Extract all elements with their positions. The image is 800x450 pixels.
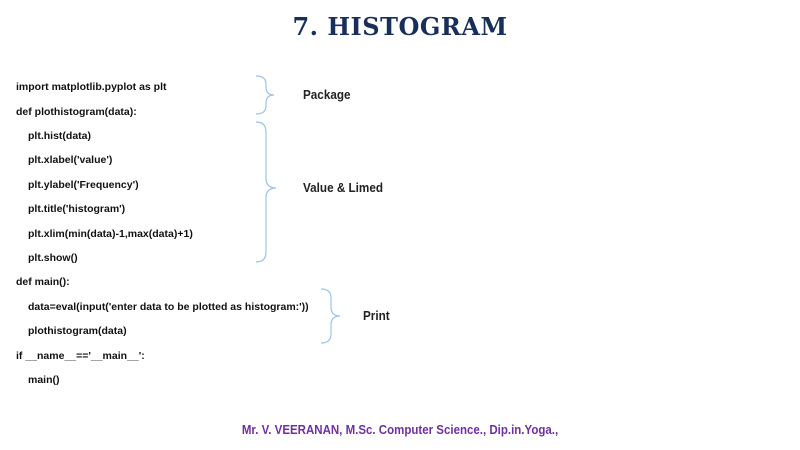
code-line-import: import matplotlib.pyplot as plt bbox=[16, 81, 167, 93]
code-line-xlabel: plt.xlabel('value') bbox=[28, 154, 113, 166]
code-line-call-plothistogram: plothistogram(data) bbox=[28, 325, 127, 337]
code-line-if-name-main: if __name__=='__main__': bbox=[16, 350, 145, 362]
brace-package bbox=[256, 76, 274, 114]
code-line-def-plothistogram: def plothistogram(data): bbox=[16, 106, 137, 118]
code-line-ylabel: plt.ylabel('Frequency') bbox=[28, 179, 139, 191]
annotation-print: Print bbox=[363, 308, 390, 323]
code-line-data-eval: data=eval(input('enter data to be plotted as histogram:')) bbox=[28, 301, 309, 313]
code-line-show: plt.show() bbox=[28, 252, 78, 264]
code-line-def-main: def main(): bbox=[16, 276, 70, 288]
code-line-hist: plt.hist(data) bbox=[28, 130, 91, 142]
code-line-call-main: main() bbox=[28, 374, 60, 386]
annotation-package: Package bbox=[303, 87, 351, 102]
code-line-xlim: plt.xlim(min(data)-1,max(data)+1) bbox=[28, 228, 193, 240]
code-line-title: plt.title('histogram') bbox=[28, 203, 126, 215]
slide-title: 7. HISTOGRAM bbox=[292, 12, 508, 41]
annotation-value-limed: Value & Limed bbox=[303, 180, 383, 195]
brace-print bbox=[321, 289, 340, 343]
brace-value-limed bbox=[256, 122, 276, 262]
footer-author: Mr. V. VEERANAN, M.Sc. Computer Science., Dip.in.Yoga., bbox=[241, 423, 559, 437]
